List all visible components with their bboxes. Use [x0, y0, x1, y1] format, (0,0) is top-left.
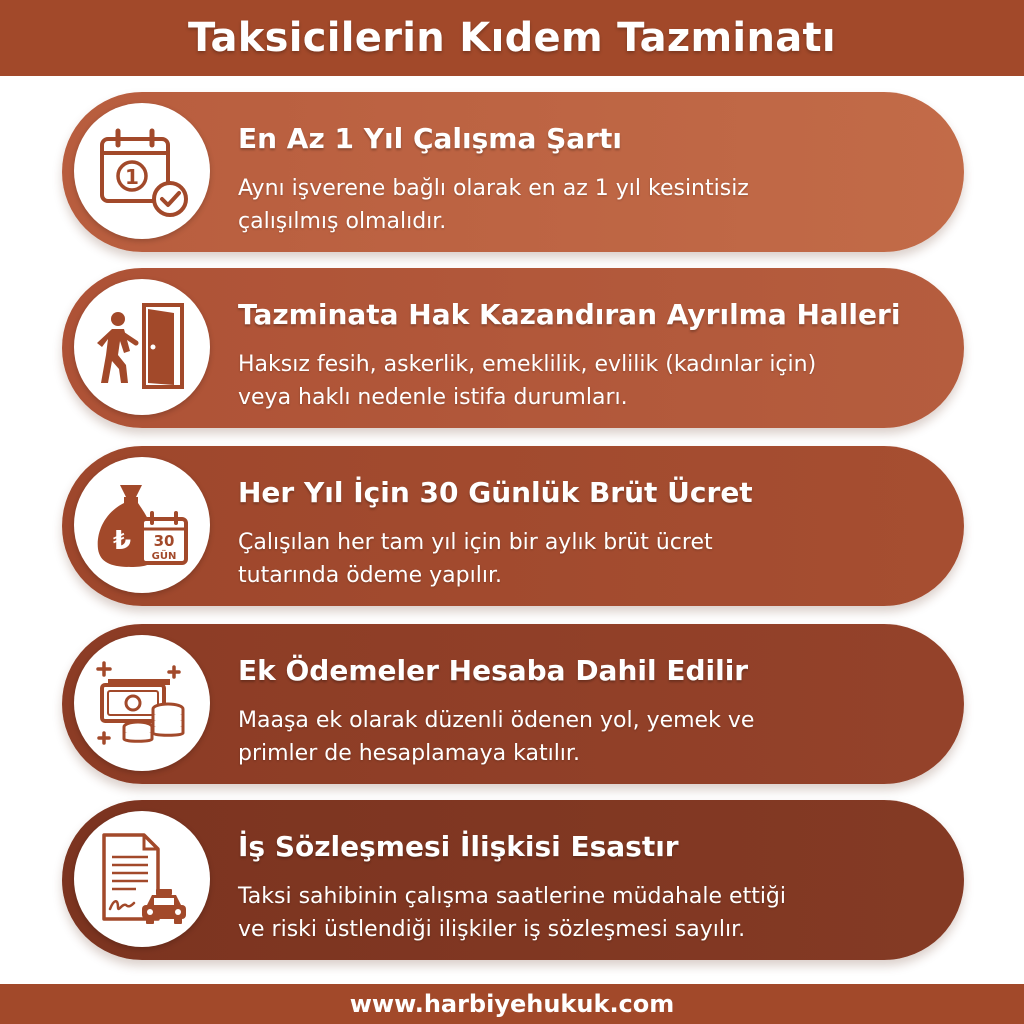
card-title: En Az 1 Yıl Çalışma Şartı	[238, 122, 622, 155]
info-card-30-day-wage	[62, 446, 964, 606]
calendar-day-number: 1	[125, 165, 139, 189]
header-banner	[0, 0, 1024, 76]
icon-badge	[74, 457, 210, 593]
money-bag-calendar-icon	[90, 473, 194, 577]
contract-taxi-icon	[90, 827, 194, 931]
footer-banner	[0, 984, 1024, 1024]
person-exit-door-icon	[90, 295, 194, 399]
card-description: Çalışılan her tam yıl için bir aylık brüt ücret tutarında ödeme yapılır.	[238, 530, 713, 588]
card-description: Aynı işverene bağlı olarak en az 1 yıl kesintisiz çalışılmış olmalıdır.	[238, 176, 749, 234]
card-description: Maaşa ek olarak düzenli ödenen yol, yemek ve primler de hesaplamaya katılır.	[238, 708, 755, 766]
card-description: Haksız fesih, askerlik, emeklilik, evlilik (kadınlar için) veya haklı nedenle istifa durumları.	[238, 352, 817, 410]
currency-symbol: ₺	[112, 526, 132, 556]
card-title: Ek Ödemeler Hesaba Dahil Edilir	[238, 654, 749, 687]
info-card-termination-cases	[62, 268, 964, 428]
calendar-check-icon	[90, 119, 194, 223]
info-card-employment-contract	[62, 800, 964, 960]
card-title: İş Sözleşmesi İlişkisi Esastır	[238, 830, 679, 863]
icon-badge	[74, 103, 210, 239]
info-card-extra-payments	[62, 624, 964, 784]
icon-badge	[74, 811, 210, 947]
calendar-days-label: GÜN	[151, 551, 177, 562]
cash-coins-plus-icon	[90, 651, 194, 755]
card-title: Tazminata Hak Kazandıran Ayrılma Halleri	[238, 298, 901, 331]
icon-badge	[74, 279, 210, 415]
calendar-days-number: 30	[153, 532, 175, 550]
icon-badge	[74, 635, 210, 771]
card-title: Her Yıl İçin 30 Günlük Brüt Ücret	[238, 476, 753, 509]
website-url[interactable]: www.harbiyehukuk.com	[349, 990, 675, 1018]
info-card-min-service	[62, 92, 964, 252]
page-title: Taksicilerin Kıdem Tazminatı	[188, 15, 836, 61]
card-description: Taksi sahibinin çalışma saatlerine müdahale ettiği ve riski üstlendiği ilişkiler iş sözleşmesi sayılır.	[238, 884, 787, 942]
